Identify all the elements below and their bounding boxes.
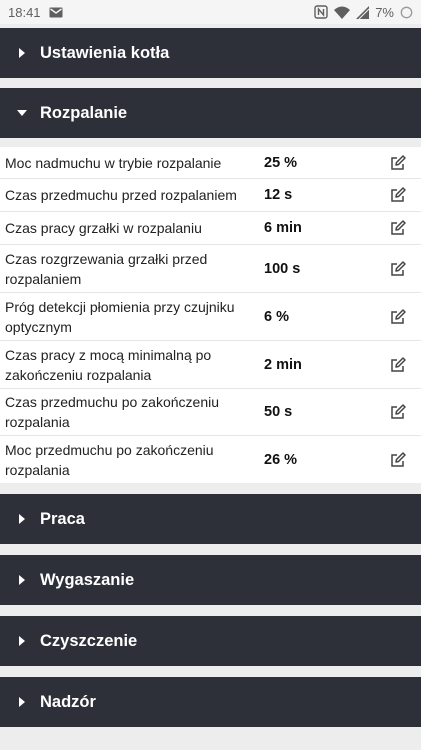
setting-value: 25 %	[264, 154, 298, 171]
chevron-down-icon	[16, 107, 28, 119]
setting-label: Moc przedmuchu po zakończeniu rozpalania	[5, 441, 214, 478]
mail-icon	[49, 7, 63, 18]
wifi-icon	[334, 6, 350, 19]
chevron-right-icon	[16, 513, 28, 525]
section-title: Nadzór	[40, 692, 96, 711]
section-title: Wygaszanie	[40, 570, 135, 589]
edit-icon[interactable]	[389, 186, 407, 204]
chevron-right-icon	[16, 574, 28, 586]
setting-value: 6 min	[264, 220, 302, 236]
setting-value: 50 s	[264, 404, 293, 420]
signal-icon	[356, 6, 369, 19]
setting-row-heater-time	[0, 212, 421, 245]
status-time: 18:41	[8, 4, 41, 20]
edit-icon[interactable]	[389, 356, 407, 374]
edit-icon[interactable]	[389, 154, 407, 172]
section-header-boiler-settings[interactable]	[0, 28, 421, 78]
section-header-ignition[interactable]	[0, 88, 421, 138]
setting-row-heater-warmup-time	[0, 245, 421, 293]
section-header-supervision[interactable]	[0, 677, 421, 727]
edit-icon[interactable]	[389, 308, 407, 326]
setting-value: 26 %	[264, 451, 298, 468]
setting-value: 2 min	[264, 356, 302, 373]
setting-value: 6 %	[264, 308, 289, 325]
status-bar	[0, 0, 421, 24]
section-header-work[interactable]	[0, 494, 421, 544]
setting-label: Czas przedmuchu po zakończeniu rozpalania	[5, 394, 220, 430]
setting-label: Czas pracy z mocą minimalną po zakończeniu rozpalania	[5, 346, 212, 383]
battery-icon	[400, 6, 413, 19]
section-header-cleaning[interactable]	[0, 616, 421, 666]
nfc-icon	[314, 5, 328, 19]
setting-label: Próg detekcji płomienia przy czujniku optycznym	[5, 298, 235, 335]
chevron-right-icon	[16, 635, 28, 647]
setting-label: Czas pracy grzałki w rozpalaniu	[5, 220, 202, 236]
edit-icon[interactable]	[389, 260, 407, 278]
setting-value: 12 s	[264, 187, 293, 203]
setting-value: 100 s	[264, 260, 301, 277]
ignition-settings-list	[0, 147, 421, 483]
battery-percent: 7%	[375, 4, 394, 20]
setting-row-postpurge-power	[0, 436, 421, 483]
edit-icon[interactable]	[389, 219, 407, 237]
edit-icon[interactable]	[389, 403, 407, 421]
edit-icon[interactable]	[389, 451, 407, 469]
setting-label: Czas przedmuchu przed rozpalaniem	[5, 187, 237, 203]
chevron-right-icon	[16, 696, 28, 708]
setting-label: Moc nadmuchu w trybie rozpalanie	[5, 154, 222, 171]
section-title: Ustawienia kotła	[40, 43, 170, 62]
setting-row-flame-detection-threshold	[0, 293, 421, 341]
setting-row-min-power-time	[0, 341, 421, 389]
section-title: Praca	[40, 509, 85, 528]
section-title: Rozpalanie	[40, 103, 128, 122]
chevron-right-icon	[16, 47, 28, 59]
setting-row-prepurge-time	[0, 179, 421, 212]
setting-label: Czas rozgrzewania grzałki przed rozpalaniem	[5, 250, 208, 287]
section-title: Czyszczenie	[40, 631, 138, 650]
section-header-extinguishing[interactable]	[0, 555, 421, 605]
setting-row-blower-power-ignition	[0, 147, 421, 179]
setting-row-postpurge-time	[0, 389, 421, 436]
